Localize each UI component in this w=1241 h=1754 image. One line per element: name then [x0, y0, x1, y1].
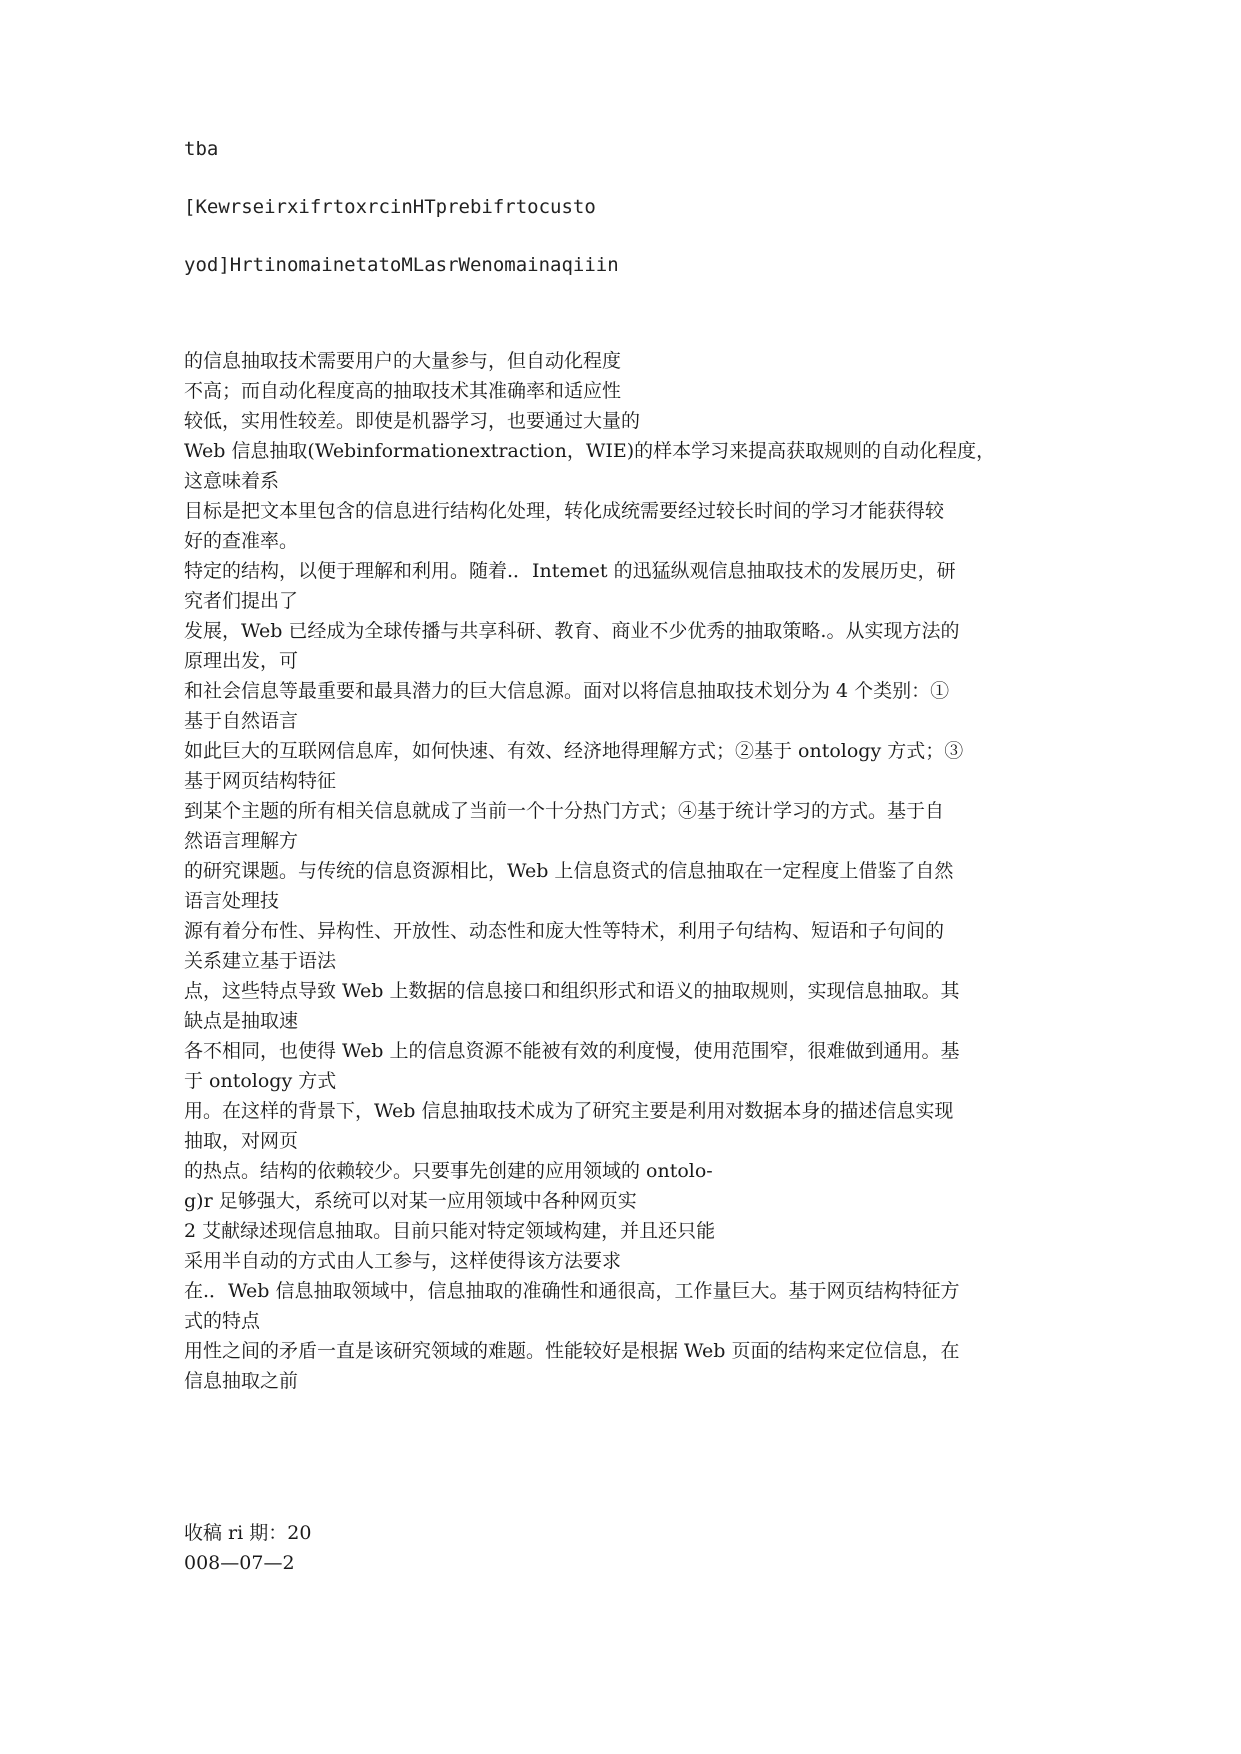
body-line: 采用半自动的方式由人工参与，这样使得该方法要求 [184, 1250, 622, 1272]
body-line: 发展，Web 已经成为全球传播与共享科研、教育、商业不少优秀的抽取策略.。从实现方法的 [184, 620, 960, 642]
header-line-1: tba [184, 138, 219, 160]
body-line: 各不相同，也使得 Web 上的信息资源不能被有效的利度慢，使用范围窄，很难做到通用。基 [184, 1040, 960, 1062]
body-line: 2 艾献绿述现信息抽取。目前只能对特定领域构建，并且还只能 [184, 1220, 716, 1242]
body-line: 式的特点 [184, 1310, 261, 1332]
body-line: 目标是把文本里包含的信息进行结构化处理，转化成统需要经过较长时间的学习才能获得较 [184, 500, 945, 522]
body-line: 好的查准率。 [184, 530, 299, 552]
body-line: 关系建立基于语法 [184, 950, 337, 972]
received-date [184, 1518, 311, 1578]
body-line: 和社会信息等最重要和最具潜力的巨大信息源。面对以将信息抽取技术划分为 4 个类别：① [184, 680, 950, 702]
body-line: 如此巨大的互联网信息库，如何快速、有效、经济地得理解方式；②基于 ontology 方式；③ [184, 740, 964, 762]
body-line: 较低，实用性较差。即使是机器学习，也要通过大量的 [184, 410, 641, 432]
header-line-2: [KewrseirxifrtoxrcinHTprebifrtocusto [184, 196, 596, 218]
body-line: 原理出发，可 [184, 650, 299, 672]
body-line: 的研究课题。与传统的信息资源相比，Web 上信息资式的信息抽取在一定程度上借鉴了自然 [184, 860, 954, 882]
body-line: Web 信息抽取(Webinformationextraction，WIE)的样本学习来提高获取规则的自动化程度， [184, 440, 996, 462]
body-line: 在.．Web 信息抽取领域中，信息抽取的准确性和通很高，工作量巨大。基于网页结构特征方 [184, 1280, 960, 1302]
body-line: 用性之间的矛盾一直是该研究领域的难题。性能较好是根据 Web 页面的结构来定位信息，在 [184, 1340, 960, 1362]
body-line: 基于自然语言 [184, 710, 299, 732]
body-line: 语言处理技 [184, 890, 280, 912]
header-line-3: yod]HrtinomainetatoMLasrWenomainaqiiin [184, 254, 619, 276]
body-line: 到某个主题的所有相关信息就成了当前一个十分热门方式；④基于统计学习的方式。基于自 [184, 800, 945, 822]
body-text [184, 346, 1064, 1396]
body-line: 基于网页结构特征 [184, 770, 337, 792]
received-date-line-2: 008—07—2 [184, 1552, 295, 1574]
body-line: 不高；而自动化程度高的抽取技术其准确率和适应性 [184, 380, 622, 402]
body-line: 源有着分布性、异构性、开放性、动态性和庞大性等特术，利用子句结构、短语和子句间的 [184, 920, 945, 942]
body-line: 缺点是抽取速 [184, 1010, 299, 1032]
body-line: 特定的结构，以便于理解和利用。随着.．Intemet 的迅猛纵观信息抽取技术的发展历史，研 [184, 560, 956, 582]
body-line: 点，这些特点导致 Web 上数据的信息接口和组织形式和语义的抽取规则，实现信息抽取。其 [184, 980, 960, 1002]
body-line: 然语言理解方 [184, 830, 299, 852]
body-line: 用。在这样的背景下，Web 信息抽取技术成为了研究主要是利用对数据本身的描述信息实现 [184, 1100, 954, 1122]
body-line: 的热点。结构的依赖较少。只要事先创建的应用领域的 ontolo- [184, 1160, 713, 1182]
body-line: 的信息抽取技术需要用户的大量参与，但自动化程度 [184, 350, 622, 372]
received-date-line-1: 收稿 ri 期：20 [184, 1522, 312, 1544]
body-line: 究者们提出了 [184, 590, 299, 612]
body-line: 于 ontology 方式 [184, 1070, 337, 1092]
body-line: 这意味着系 [184, 470, 280, 492]
body-line: g)r 足够强大，系统可以对某一应用领域中各种网页实 [184, 1190, 637, 1212]
body-line: 抽取，对网页 [184, 1130, 299, 1152]
body-line: 信息抽取之前 [184, 1370, 299, 1392]
